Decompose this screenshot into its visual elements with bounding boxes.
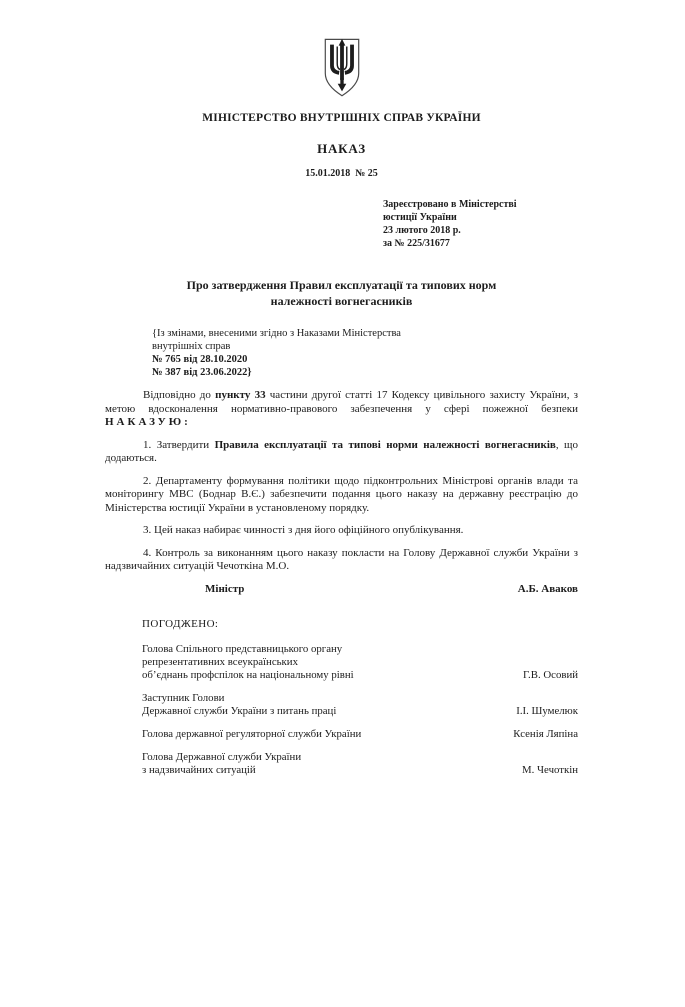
body-paragraph [105, 524, 578, 538]
agreement-position [142, 643, 354, 682]
agreement-name: Ксенія Ляпіна [513, 727, 578, 740]
agreement-name: І.І. Шумелюк [516, 704, 578, 717]
text-segment: Відповідно до [143, 389, 216, 401]
emphasized-text: Правила експлуатації та типові норми належності вогнегасників [214, 438, 556, 451]
body-paragraph [105, 475, 578, 516]
minister-name: А.Б. Аваков [517, 582, 578, 595]
text-line: 23 лютого 2018 р. [383, 225, 461, 236]
agreement-position [142, 728, 361, 741]
emphasized-text: пункту 33 [215, 389, 266, 401]
text-line: Зареєстровано в Міністерстві [383, 199, 517, 210]
text-segment: , що додаються. [105, 438, 578, 464]
amendments-note [152, 327, 578, 379]
text-line: Голова Спільного представницького органу [142, 642, 343, 655]
text-line: з надзвичайних ситуацій [142, 763, 256, 776]
text-line: Голова Державної служби України [142, 750, 302, 763]
order-body [105, 389, 578, 574]
agreements-list [142, 643, 578, 777]
text-segment: частини другої статті 17 Кодексу цивільного захисту України, з метою вдосконалення нормативно-правового забезпечення у сфері пожежної безпеки [105, 389, 578, 415]
text-line: {Із змінами, внесеними згідно з Наказами Міністерства [152, 328, 401, 339]
order-date-number: 15.01.2018 № 25 [305, 168, 378, 179]
document-type-heading: НАКАЗ [317, 141, 366, 156]
agreement-name: М. Чечоткін [522, 763, 578, 776]
text-line: Державної служби України з питань праці [142, 704, 337, 717]
document-page [0, 37, 685, 1007]
minister-signature-row [105, 583, 578, 595]
text-line: репрезентативних всеукраїнських [142, 655, 298, 668]
minister-position: Міністр [205, 582, 245, 595]
agreement-name: Г.В. Осовий [523, 668, 578, 681]
agreement-row [142, 728, 578, 741]
ukraine-trident-emblem-icon [318, 37, 366, 105]
text-line: Заступник Голови [142, 691, 225, 704]
agreement-row [142, 751, 578, 777]
agreement-position [142, 751, 301, 777]
text-line: об’єднань профспілок на національному рівні [142, 668, 354, 681]
text-segment: 4. Контроль за виконанням цього наказу покласти на Голову Державної служби України з надзвичайних ситуацій Чечоткіна М.О. [105, 546, 578, 572]
agreement-row [142, 643, 578, 682]
text-segment: 3. Цей наказ набирає чинності з дня його офіційного опублікування. [143, 524, 464, 536]
ministry-heading: МІНІСТЕРСТВО ВНУТРІШНІХ СПРАВ УКРАЇНИ [202, 112, 481, 124]
body-paragraph [105, 547, 578, 574]
text-line: № 387 від 23.06.2022} [152, 367, 252, 378]
registration-stamp [383, 198, 578, 250]
text-line: № 765 від 28.10.2020 [152, 354, 248, 365]
text-line: Голова державної регуляторної служби України [142, 727, 362, 740]
text-line: внутрішніх справ [152, 341, 231, 352]
text-segment: 1. Затвердити [143, 438, 215, 451]
emphasized-text: НАКАЗУЮ: [105, 416, 191, 428]
text-line: юстиції України [383, 212, 457, 223]
body-paragraph [105, 389, 578, 430]
order-title: Про затвердження Правил експлуатації та типових норм належності вогнегасників [186, 278, 497, 308]
agreement-row [142, 692, 578, 718]
document-content [0, 37, 685, 777]
body-paragraph [105, 439, 578, 466]
agreed-label: ПОГОДЖЕНО: [142, 617, 219, 630]
text-line: за № 225/31677 [383, 238, 450, 249]
text-segment: 2. Департаменту формування політики щодо підконтрольних Міністрові органів влади та моніторингу МВС (Боднар В.Є.) забезпечити подання цього наказу на державну реєстрацію до Міністерства юстиції України в установленому порядку. [105, 474, 578, 514]
agreement-position [142, 692, 336, 718]
